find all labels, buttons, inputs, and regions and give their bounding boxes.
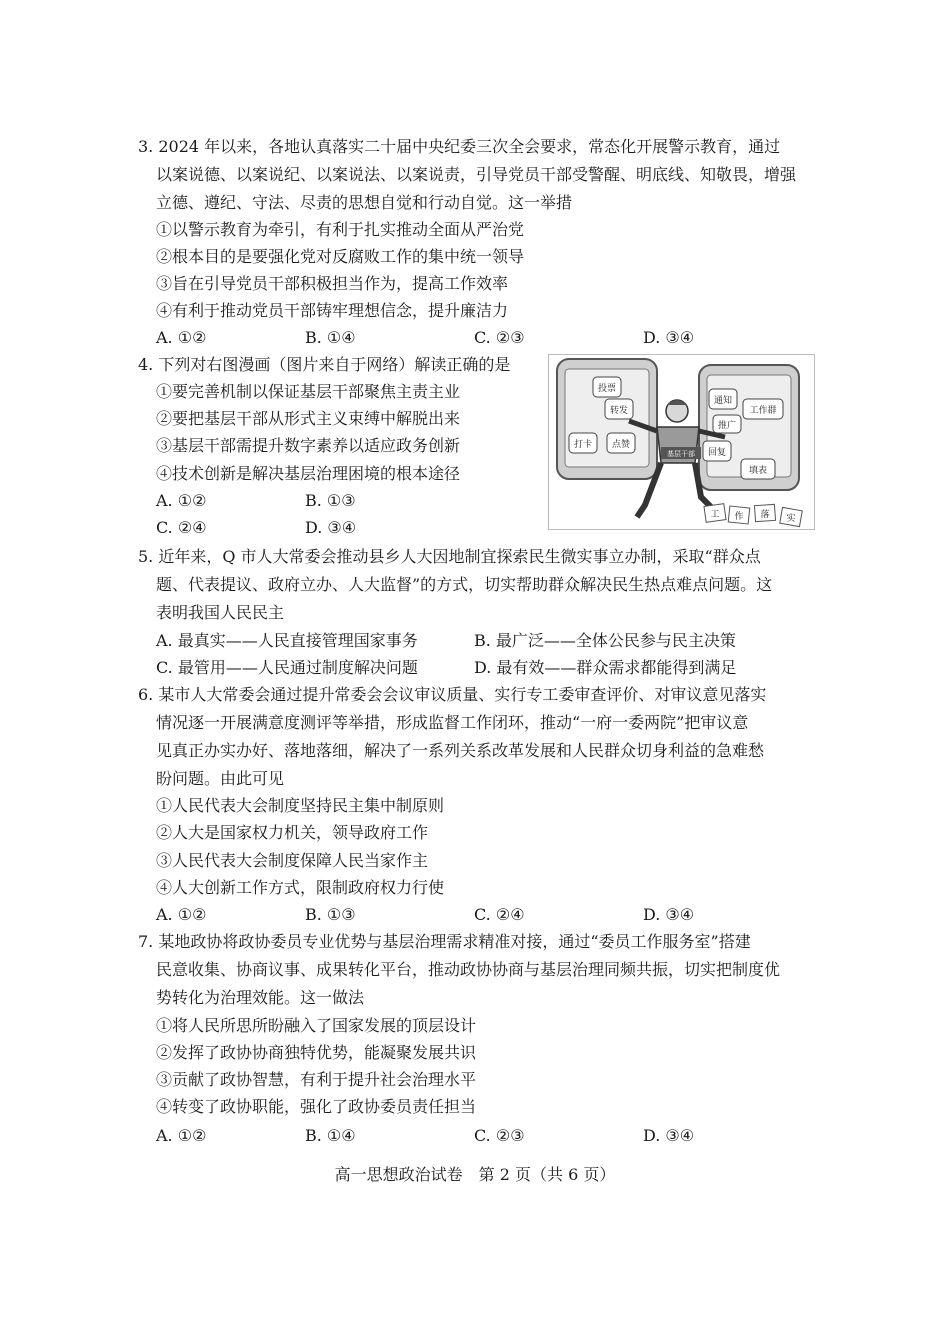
app-label-like: 点赞 xyxy=(611,440,631,450)
q6-option-b: B. ①③ xyxy=(305,905,356,924)
app-label-vote: 投票 xyxy=(597,384,617,394)
q3-option-b: B. ①④ xyxy=(305,328,356,347)
q3-option-c: C. ②③ xyxy=(474,328,525,347)
cartoon-svg xyxy=(549,355,814,529)
q5-option-d: D. 最有效——群众需求都能得到满足 xyxy=(474,658,737,677)
q7-option-b: B. ①④ xyxy=(305,1126,356,1145)
q5-option-c: C. 最管用——人民通过制度解决问题 xyxy=(156,658,418,677)
page-footer: 高一思想政治试卷 第 2 页（共 6 页） xyxy=(334,1165,616,1184)
q6-stem-line-4: 盼问题。由此可见 xyxy=(156,769,285,788)
q7-stem-line-3: 势转化为治理效能。这一做法 xyxy=(156,988,365,1007)
app-label-reply: 回复 xyxy=(707,448,727,458)
q7-stem-line-2: 民意收集、协商议事、成果转化平台，推动政协协商与基层治理同频共振，切实把制度优 xyxy=(156,960,781,979)
q3-item-1: ①以警示教育为牵引，有利于扎实推动全面从严治党 xyxy=(156,220,525,239)
q7-option-a: A. ①② xyxy=(156,1126,207,1145)
q6-item-4: ④人大创新工作方式，限制政府权力行使 xyxy=(156,878,445,897)
person-badge-label: 基层干部 xyxy=(667,450,695,458)
q5-option-b: B. 最广泛——全体公民参与民主决策 xyxy=(474,631,736,650)
q3-stem-line-1: 3. 2024 年以来，各地认真落实二十届中央纪委三次全会要求，常态化开展警示教育，通过 xyxy=(138,137,781,156)
q6-stem-line-3: 见真正办实办好、落地落细，解决了一系列关系改革发展和人民群众切身利益的急难愁 xyxy=(156,741,765,760)
q4-item-3: ③基层干部需提升数字素养以适应政务创新 xyxy=(156,436,461,455)
q3-item-2: ②根本目的是要强化党对反腐败工作的集中统一领导 xyxy=(156,247,525,266)
q4-option-b: B. ①③ xyxy=(305,491,356,510)
person-hair xyxy=(667,400,687,405)
q3-stem-line-3: 立德、遵纪、守法、尽责的思想自觉和行动自觉。这一举措 xyxy=(156,193,573,212)
q7-stem-line-1: 7. 某地政协将政协委员专业优势与基层治理需求精准对接，通过“委员工作服务室”搭建 xyxy=(138,932,751,951)
q4-stem-line-1: 4. 下列对右图漫画（图片来自于网络）解读正确的是 xyxy=(138,355,511,374)
q7-item-1: ①将人民所思所盼融入了国家发展的顶层设计 xyxy=(156,1016,477,1035)
app-label-fill-form: 填表 xyxy=(748,466,768,476)
q6-option-d: D. ③④ xyxy=(643,905,695,924)
q5-stem-line-2: 题、代表提议、政府立办、人大监督”的方式，切实帮助群众解决民生热点难点问题。这 xyxy=(156,575,773,594)
q4-option-a: A. ①② xyxy=(156,491,207,510)
q6-item-3: ③人民代表大会制度保障人民当家作主 xyxy=(156,851,429,870)
q7-option-c: C. ②③ xyxy=(474,1126,525,1145)
app-label-checkin: 打卡 xyxy=(573,440,593,450)
q4-item-2: ②要把基层干部从形式主义束缚中解脱出来 xyxy=(156,409,461,428)
card-label-1: 工 xyxy=(710,510,720,520)
q6-item-1: ①人民代表大会制度坚持民主集中制原则 xyxy=(156,796,445,815)
q6-stem-line-2: 情况逐一开展满意度测评等举措，形成监督工作闭环，推动“一府一委两院”把审议意 xyxy=(156,713,749,732)
app-label-notice: 通知 xyxy=(713,396,733,406)
q4-item-4: ④技术创新是解决基层治理困境的根本途径 xyxy=(156,464,461,483)
q3-item-4: ④有利于推动党员干部铸牢理想信念，提升廉洁力 xyxy=(156,301,509,320)
app-label-forward: 转发 xyxy=(609,406,629,416)
q7-item-4: ④转变了政协职能，强化了政协委员责任担当 xyxy=(156,1097,477,1116)
q6-option-a: A. ①② xyxy=(156,905,207,924)
app-label-workgroup: 工作群 xyxy=(749,406,777,416)
q3-option-a: A. ①② xyxy=(156,328,207,347)
q6-item-2: ②人大是国家权力机关，领导政府工作 xyxy=(156,823,429,842)
card-label-4: 实 xyxy=(786,514,796,524)
q5-stem-line-1: 5. 近年来，Q 市人大常委会推动县乡人大因地制宜探索民生微实事立办制，采取“群众点 xyxy=(138,547,761,566)
q3-option-d: D. ③④ xyxy=(643,328,695,347)
card-label-2: 作 xyxy=(734,512,744,522)
q5-stem-line-3: 表明我国人民民主 xyxy=(156,603,285,622)
q4-option-c: C. ②④ xyxy=(156,518,207,537)
app-label-promote: 推广 xyxy=(717,421,737,431)
q4-item-1: ①要完善机制以保证基层干部聚焦主责主业 xyxy=(156,382,461,401)
q7-option-d: D. ③④ xyxy=(643,1126,695,1145)
cartoon-illustration xyxy=(548,354,815,530)
q3-item-3: ③旨在引导党员干部积极担当作为，提高工作效率 xyxy=(156,274,509,293)
q7-item-2: ②发挥了政协协商独特优势，能凝聚发展共识 xyxy=(156,1043,477,1062)
q4-option-d: D. ③④ xyxy=(305,518,357,537)
q7-item-3: ③贡献了政协智慧，有利于提升社会治理水平 xyxy=(156,1070,477,1089)
q3-stem-line-2: 以案说德、以案说纪、以案说法、以案说责，引导党员干部受警醒、明底线、知敬畏，增强 xyxy=(156,165,797,184)
q6-option-c: C. ②④ xyxy=(474,905,525,924)
card-label-3: 落 xyxy=(760,510,770,520)
cartoon-cards xyxy=(704,504,802,527)
q5-option-a: A. 最真实——人民直接管理国家事务 xyxy=(156,631,418,650)
q6-stem-line-1: 6. 某市人大常委会通过提升常委会会议审议质量、实行专工委审查评价、对审议意见落实 xyxy=(138,685,767,704)
